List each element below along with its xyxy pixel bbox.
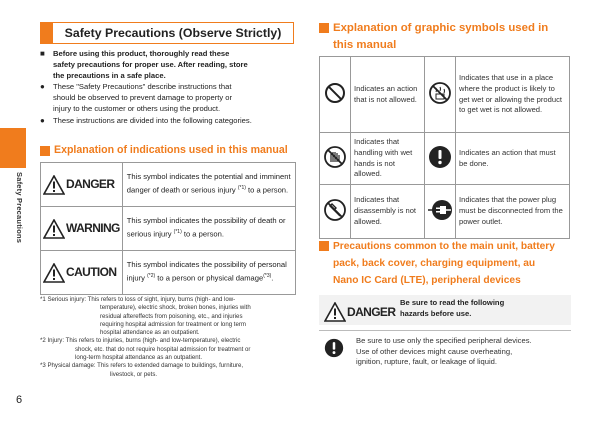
- footnote-line: long-term hospital attendance as an outpatient.: [75, 354, 203, 362]
- symbol-desc: Indicates that disassembly is not allowed.: [351, 185, 425, 239]
- no-disassembly-icon: [323, 198, 347, 222]
- square-bullet-icon: [40, 146, 50, 156]
- danger-sign: DANGER: [324, 302, 395, 322]
- square-bullet-icon: [319, 23, 329, 33]
- symbol-desc: Indicates that the power plug must be disconnected from the power outlet.: [455, 185, 569, 239]
- caution-sign: CAUTION: [43, 263, 120, 283]
- unplug-icon: [427, 198, 453, 222]
- footnote-line: *3 Physical damage: This refers to extended damage to buildings, furniture,: [40, 362, 244, 370]
- common-precautions-heading: Precautions common to the main unit, battery pack, back cover, charging equipment, au Nano IC Card (LTE), peripheral devices: [319, 238, 581, 289]
- indications-table: [40, 162, 296, 295]
- page-title: [40, 22, 294, 44]
- side-tab-label: Safety Precautions: [15, 172, 24, 244]
- symbols-heading: Explanation of graphic symbols used in this manual: [319, 20, 581, 54]
- no-wet-hands-icon: [323, 145, 347, 169]
- danger-sign: DANGER: [43, 175, 120, 195]
- precaution-item: Be sure to use only the specified peripheral devices. Use of other devices might cause overheating, ignition, rupture, fault, or leakage of liquid.: [356, 336, 532, 367]
- footnote-line: requiring hospital admission for treatment or long term: [100, 320, 246, 328]
- side-tab-marker: [0, 128, 26, 168]
- warning-triangle-icon: [324, 302, 346, 322]
- indication-row-danger: [41, 163, 296, 207]
- symbols-row: [320, 57, 570, 133]
- symbols-row: [320, 185, 570, 239]
- no-wet-icon: [428, 81, 452, 105]
- footnote-line: residual aftereffects from poisoning, etc., and injuries: [100, 312, 243, 320]
- prohibited-icon: [324, 82, 346, 104]
- symbol-desc: Indicates an action that must be done.: [455, 133, 569, 185]
- symbols-row: [320, 133, 570, 185]
- page-number: 6: [16, 394, 23, 406]
- square-bullet-icon: ■: [40, 49, 45, 58]
- intro-bold-line: ■ Before using this product, thoroughly read these: [40, 49, 230, 58]
- must-do-icon: [428, 145, 452, 169]
- dot-bullet-icon: ●: [40, 82, 45, 92]
- footnote-line: livestock, or pets.: [110, 370, 158, 378]
- footnote-line: hospital attendance as an outpatient.: [100, 329, 200, 337]
- indication-row-caution: [41, 251, 296, 295]
- intro-bullet: ● These instructions are divided into the following categories.: [40, 115, 252, 125]
- must-do-icon: [324, 338, 344, 358]
- intro-bold-line: the precautions in a safe place.: [53, 71, 166, 81]
- footnotes: [40, 296, 302, 379]
- footnote-line: shock, etc. that do not require hospital admission for treatment or: [75, 345, 251, 353]
- footnote-line: *2 Injury: This refers to injuries, burns (high- and low-temperature), electric: [40, 337, 241, 345]
- page-title-text: Safety Precautions (Observe Strictly): [64, 26, 282, 40]
- square-bullet-icon: [319, 241, 329, 251]
- indications-heading: Explanation of indications used in this manual: [40, 144, 302, 156]
- indication-desc: This symbol indicates the possibility of death or serious injury $^{(*1)}$ to a person.: [122, 207, 295, 251]
- indication-desc: This symbol indicates the possibility of personal injury $^{(*2)}$ to a person or physical damage$^{(*3)}$.: [122, 251, 295, 295]
- footnote-line: temperature), electric shock, broken bones, injuries with: [100, 304, 251, 312]
- title-accent-bar: [41, 23, 53, 43]
- warning-triangle-icon: [43, 263, 65, 283]
- intro-bullet-cont: injury to the customer or others using the product.: [53, 104, 221, 114]
- symbol-desc: Indicates that use in a place where the product is likely to get wet or allowing the product to get wet is not allowed.: [455, 57, 569, 133]
- intro-bold-line: safety precautions for proper use. After reading, store: [53, 60, 248, 70]
- indication-desc: This symbol indicates the potential and imminent danger of death or serious injury $^{(*1)}$ to a person.: [122, 163, 295, 207]
- indication-row-warning: [41, 207, 296, 251]
- symbol-desc: Indicates that handling with wet hands is not allowed.: [351, 133, 425, 185]
- symbol-desc: Indicates an action that is not allowed.: [351, 57, 425, 133]
- intro-bullet: ● These "Safety Precautions" describe instructions that: [40, 82, 232, 92]
- warning-sign: WARNING: [43, 219, 120, 239]
- divider: [319, 330, 571, 331]
- symbols-table: [319, 56, 570, 239]
- dot-bullet-icon: ●: [40, 115, 45, 125]
- intro-bullet-cont: should be observed to prevent damage to property or: [53, 93, 232, 103]
- intro-block: [40, 48, 298, 126]
- danger-description: Be sure to read the following hazards before use.: [400, 298, 505, 318]
- footnote-line: *1 Serious injury: This refers to loss of sight, injury, burns (high- and low-: [40, 296, 236, 303]
- warning-triangle-icon: [43, 219, 65, 239]
- warning-triangle-icon: [43, 175, 65, 195]
